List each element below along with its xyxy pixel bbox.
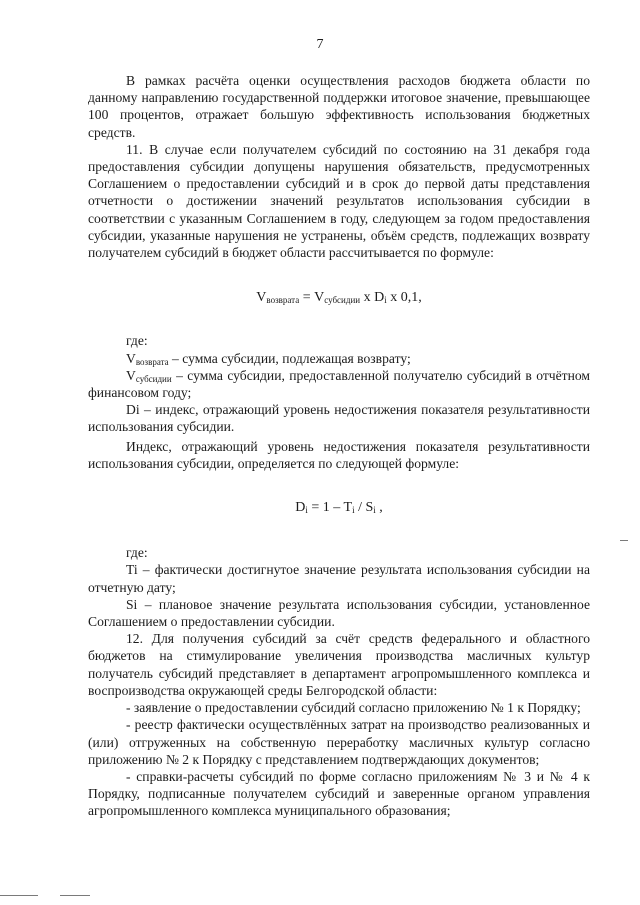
formula-index — [88, 499, 590, 516]
def-ti: Ti – фактически достигнутое значение результата использования субсидии на отчетную дату; — [88, 562, 590, 595]
document-body — [88, 72, 590, 820]
formula-sub-i: i — [384, 295, 387, 306]
def-v-return-sub: возврата — [135, 356, 169, 367]
def-v-subsidy-sub: субсидии — [135, 373, 172, 384]
formula-sub-subsidy: субсидии — [324, 295, 361, 306]
formula-v: V — [256, 290, 267, 306]
scan-mark-bottom-mid — [60, 895, 90, 896]
formula-return-amount — [88, 289, 590, 306]
def-v-subsidy-symbol: V — [126, 367, 136, 383]
formula2-end: , — [375, 500, 383, 516]
formula2-slash: / S — [354, 500, 374, 516]
paragraph-index: Индекс, отражающий уровень недостижения показателя результативности использования субсидии, определяется по следующей формуле: — [88, 438, 590, 471]
def-v-return — [88, 350, 590, 367]
scan-mark-right — [620, 540, 628, 541]
def-v-subsidy-text: – сумма субсидии, предоставленной получателю субсидий в отчётном финансовом году; — [88, 367, 590, 401]
paragraph-12: 12. Для получения субсидий за счёт средств федерального и областного бюджетов на стимулирование увеличения производства масличных культур получатель субсидий представляет в департамент агропромышленного комплекса и воспроизводства окружающей среды Белгородской области: — [88, 631, 590, 698]
formula-sub-return: возврата — [266, 295, 300, 306]
page-number: 7 — [316, 37, 324, 52]
paragraph-11: 11. В случае если получателем субсидий по состоянию на 31 декабря года предоставления субсидии допущены нарушения обязательств, предусмотренных Соглашением о предоставлении субсидий и в срок до первой даты представления отчетности о достижении значений результатов использования субсидии в соответствии с указанным Соглашением в году, следующем за годом предоставления субсидии, указанные нарушения не устранены, объём средств, подлежащих возврату получателем субсидий в бюджет области рассчитывается по формуле: — [88, 141, 590, 261]
formula2-sub-i2: i — [352, 505, 355, 516]
def-si: Si – плановое значение результата использования субсидии, установленное Соглашением о предоставлении субсидии. — [88, 596, 590, 630]
scan-mark-bottom-left — [0, 895, 38, 896]
def-v-return-symbol: V — [126, 350, 136, 366]
formula2-d: D — [295, 500, 306, 516]
formula-tail1: x D — [360, 290, 385, 306]
list-item-calculations: - справки-расчеты субсидий по форме согласно приложениям № 3 и № 4 к Порядку, подписанные получателем субсидий и заверенные органом управления агропромышленного комплекса муниципального образования; — [88, 768, 590, 819]
list-item-registry: - реестр фактически осуществлённых затрат на производство реализованных и (или) отгруженных на собственную переработку масличных культур согласно приложению № 2 к Порядку с представлением подтверждающих документов; — [88, 717, 590, 767]
where-label: где: — [126, 333, 148, 349]
paragraph-efficiency: В рамках расчёта оценки осуществления расходов бюджета области по данному направлению государственной поддержки итоговое значение, превышающее 100 процентов, отражает большую эффективность использования бюджетных средств. — [88, 73, 590, 140]
formula-tail2: x 0,1, — [386, 290, 422, 306]
def-v-return-text: – сумма субсидии, подлежащая возврату; — [168, 350, 411, 366]
where-label-2: где: — [126, 545, 148, 561]
formula2-sub-i3: i — [373, 505, 376, 516]
def-di: Di – индекс, отражающий уровень недостижения показателя результативности использования субсидии. — [88, 402, 590, 435]
list-item-application: - заявление о предоставлении субсидий согласно приложению № 1 к Порядку; — [126, 700, 581, 716]
formula2-mid: = 1 – T — [307, 500, 353, 516]
def-v-subsidy — [88, 367, 590, 401]
formula2-sub-i: i — [305, 505, 308, 516]
formula-eq: = V — [299, 290, 325, 306]
